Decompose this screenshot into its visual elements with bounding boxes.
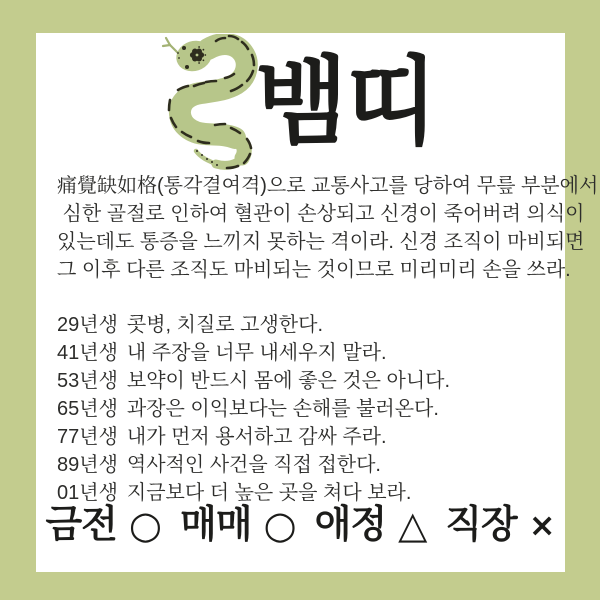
year-label: 41년생 — [57, 342, 118, 364]
year-fortune-row — [57, 423, 553, 451]
year-label: 29년생 — [57, 314, 118, 336]
year-label: 53년생 — [57, 370, 118, 392]
year-label: 01년생 — [57, 482, 118, 504]
description-line: 심한 골절로 인하여 혈관이 손상되고 신경이 죽어버려 의식이 — [57, 203, 585, 225]
year-fortune-row — [57, 367, 553, 395]
summary-item — [314, 503, 428, 547]
year-fortune-row — [57, 451, 553, 479]
year-label: 89년생 — [57, 454, 118, 476]
fortune-summary — [36, 501, 565, 549]
fortune-text: 콧병, 치질로 고생한다. — [126, 314, 323, 336]
description-line: 痛覺缺如格(통각결여격)으로 교통사고를 당하여 무릎 부분에서 — [57, 175, 599, 197]
year-fortune-row — [57, 395, 553, 423]
summary-label: 직장 — [445, 504, 517, 546]
flower-center-dot — [196, 54, 199, 57]
year-fortune-row — [57, 311, 553, 339]
summary-label: 금전 — [45, 504, 117, 546]
snake-tongue — [163, 38, 178, 53]
summary-item — [45, 503, 163, 547]
circle-symbol: ○ — [263, 503, 297, 547]
year-fortune-row — [57, 339, 553, 367]
fortune-text: 역사적인 사건을 직접 접한다. — [126, 454, 381, 476]
summary-item — [445, 506, 555, 544]
fortune-text: 내가 먼저 용서하고 감싸 주라. — [126, 426, 387, 448]
year-label: 65년생 — [57, 398, 118, 420]
summary-label: 매매 — [180, 504, 252, 546]
description-line: 그 이후 다른 조직도 마비되는 것이므로 미리미리 손을 쓰라. — [57, 259, 571, 281]
fortune-text: 보약이 반드시 몸에 좋은 것은 아니다. — [126, 370, 451, 392]
summary-label: 애정 — [314, 504, 387, 546]
circle-symbol: ○ — [128, 503, 163, 547]
fortune-description — [57, 172, 599, 284]
x-symbol: × — [528, 506, 556, 544]
fortune-text: 내 주장을 너무 내세우지 말라. — [126, 342, 387, 364]
fortune-text: 지금보다 더 높은 곳을 쳐다 보라. — [126, 482, 412, 504]
year-label: 77년생 — [57, 426, 118, 448]
snake-icon — [160, 34, 268, 174]
description-line: 있는데도 통증을 느끼지 못하는 격이라. 신경 조직이 마비되면 — [57, 231, 585, 253]
triangle-symbol: △ — [398, 503, 428, 547]
summary-item — [180, 503, 297, 547]
zodiac-title: 뱀띠 — [255, 49, 437, 156]
year-fortunes-list — [57, 311, 553, 507]
fortune-text: 과장은 이익보다는 손해를 불러온다. — [126, 398, 439, 420]
fortune-card — [36, 33, 599, 572]
